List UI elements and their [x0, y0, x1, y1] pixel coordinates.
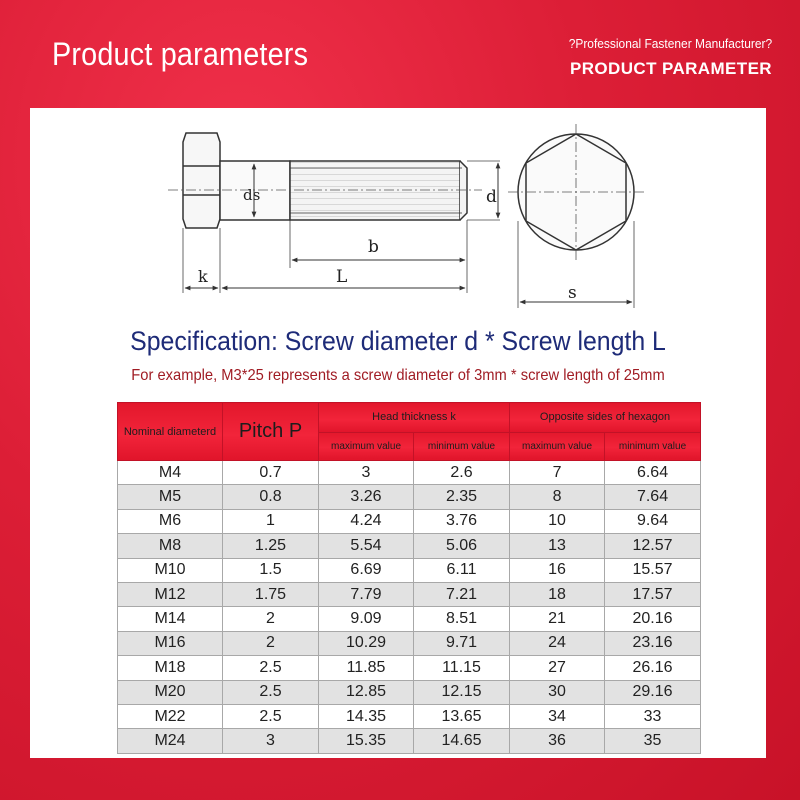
bolt-diagram: [30, 108, 766, 323]
ds-label: ds: [243, 186, 261, 204]
cell-nominal: M24: [118, 729, 223, 753]
cell-s-min: 15.57: [605, 558, 701, 582]
table-row: [118, 485, 701, 509]
cell-k-max: 11.85: [319, 656, 414, 680]
cell-s-min: 20.16: [605, 607, 701, 631]
d-label: d: [486, 187, 497, 207]
cell-s-max: 7: [510, 461, 605, 485]
spec-example: For example, M3*25 represents a screw diameter of 3mm * screw length of 25mm: [131, 367, 665, 384]
cell-k-min: 13.65: [414, 704, 510, 728]
cell-pitch: 2.5: [223, 704, 319, 728]
cell-nominal: M5: [118, 485, 223, 509]
cell-s-max: 18: [510, 582, 605, 606]
header-head-thickness: Head thickness k: [319, 403, 510, 433]
table-row: [118, 558, 701, 582]
cell-s-min: 33: [605, 704, 701, 728]
cell-s-min: 29.16: [605, 680, 701, 704]
cell-s-min: 35: [605, 729, 701, 753]
cell-k-max: 6.69: [319, 558, 414, 582]
cell-pitch: 2: [223, 607, 319, 631]
table-row: [118, 582, 701, 606]
k-label: k: [198, 267, 208, 286]
cell-k-min: 2.35: [414, 485, 510, 509]
cell-k-min: 12.15: [414, 680, 510, 704]
bolt-end-view: [508, 124, 644, 260]
table-row: [118, 509, 701, 533]
cell-nominal: M14: [118, 607, 223, 631]
cell-nominal: M20: [118, 680, 223, 704]
cell-k-max: 7.79: [319, 582, 414, 606]
cell-s-max: 36: [510, 729, 605, 753]
cell-s-max: 27: [510, 656, 605, 680]
cell-k-max: 4.24: [319, 509, 414, 533]
cell-pitch: 2.5: [223, 656, 319, 680]
table-header: [118, 403, 701, 461]
product-parameter-label: PRODUCT PARAMETER: [570, 59, 772, 78]
cell-pitch: 2.5: [223, 680, 319, 704]
cell-pitch: 0.8: [223, 485, 319, 509]
s-label: s: [568, 283, 577, 303]
cell-pitch: 1.5: [223, 558, 319, 582]
table-row: [118, 534, 701, 558]
header-opposite-sides: Opposite sides of hexagon: [510, 403, 701, 433]
L-label: L: [336, 267, 348, 287]
header-s-min: minimum value: [605, 432, 701, 460]
table-row: [118, 680, 701, 704]
header-k-max: maximum value: [319, 432, 414, 460]
cell-pitch: 2: [223, 631, 319, 655]
cell-s-max: 30: [510, 680, 605, 704]
cell-k-min: 7.21: [414, 582, 510, 606]
cell-k-min: 9.71: [414, 631, 510, 655]
cell-s-min: 6.64: [605, 461, 701, 485]
header-nominal-diameter: Nominal diameterd: [118, 403, 223, 461]
cell-s-max: 16: [510, 558, 605, 582]
b-label: b: [368, 237, 379, 257]
cell-s-max: 24: [510, 631, 605, 655]
cell-pitch: 0.7: [223, 461, 319, 485]
bolt-side-view: [183, 133, 467, 228]
cell-nominal: M10: [118, 558, 223, 582]
cell-nominal: M16: [118, 631, 223, 655]
cell-k-min: 2.6: [414, 461, 510, 485]
cell-pitch: 1.25: [223, 534, 319, 558]
cell-s-min: 7.64: [605, 485, 701, 509]
parameter-panel: [30, 108, 766, 758]
cell-pitch: 1: [223, 509, 319, 533]
cell-s-min: 9.64: [605, 509, 701, 533]
cell-s-min: 17.57: [605, 582, 701, 606]
cell-k-min: 6.11: [414, 558, 510, 582]
cell-k-max: 10.29: [319, 631, 414, 655]
cell-k-max: 14.35: [319, 704, 414, 728]
cell-k-max: 3: [319, 461, 414, 485]
cell-nominal: M18: [118, 656, 223, 680]
cell-k-max: 9.09: [319, 607, 414, 631]
cell-nominal: M12: [118, 582, 223, 606]
cell-k-max: 5.54: [319, 534, 414, 558]
parameter-table: [117, 402, 701, 754]
table-row: [118, 656, 701, 680]
header-pitch: Pitch P: [223, 403, 319, 461]
table-row: [118, 729, 701, 753]
cell-k-max: 12.85: [319, 680, 414, 704]
cell-k-min: 11.15: [414, 656, 510, 680]
cell-nominal: M8: [118, 534, 223, 558]
cell-k-max: 3.26: [319, 485, 414, 509]
cell-nominal: M4: [118, 461, 223, 485]
page-title: Product parameters: [52, 36, 309, 72]
table-row: [118, 607, 701, 631]
cell-k-min: 5.06: [414, 534, 510, 558]
cell-s-max: 34: [510, 704, 605, 728]
table-row: [118, 631, 701, 655]
header-k-min: minimum value: [414, 432, 510, 460]
cell-pitch: 1.75: [223, 582, 319, 606]
spec-heading: Specification: Screw diameter d * Screw length L: [130, 326, 666, 356]
cell-nominal: M6: [118, 509, 223, 533]
cell-k-max: 15.35: [319, 729, 414, 753]
cell-k-min: 3.76: [414, 509, 510, 533]
cell-s-max: 10: [510, 509, 605, 533]
cell-nominal: M22: [118, 704, 223, 728]
cell-pitch: 3: [223, 729, 319, 753]
brand-block: [551, 36, 772, 79]
table-row: [118, 461, 701, 485]
cell-s-min: 26.16: [605, 656, 701, 680]
header-s-max: maximum value: [510, 432, 605, 460]
table-body: [118, 461, 701, 754]
table-row: [118, 704, 701, 728]
cell-s-min: 12.57: [605, 534, 701, 558]
cell-s-min: 23.16: [605, 631, 701, 655]
cell-k-min: 14.65: [414, 729, 510, 753]
cell-s-max: 21: [510, 607, 605, 631]
manufacturer-tagline: ?Professional Fastener Manufacturer?: [568, 36, 772, 51]
cell-k-min: 8.51: [414, 607, 510, 631]
cell-s-max: 8: [510, 485, 605, 509]
cell-s-max: 13: [510, 534, 605, 558]
